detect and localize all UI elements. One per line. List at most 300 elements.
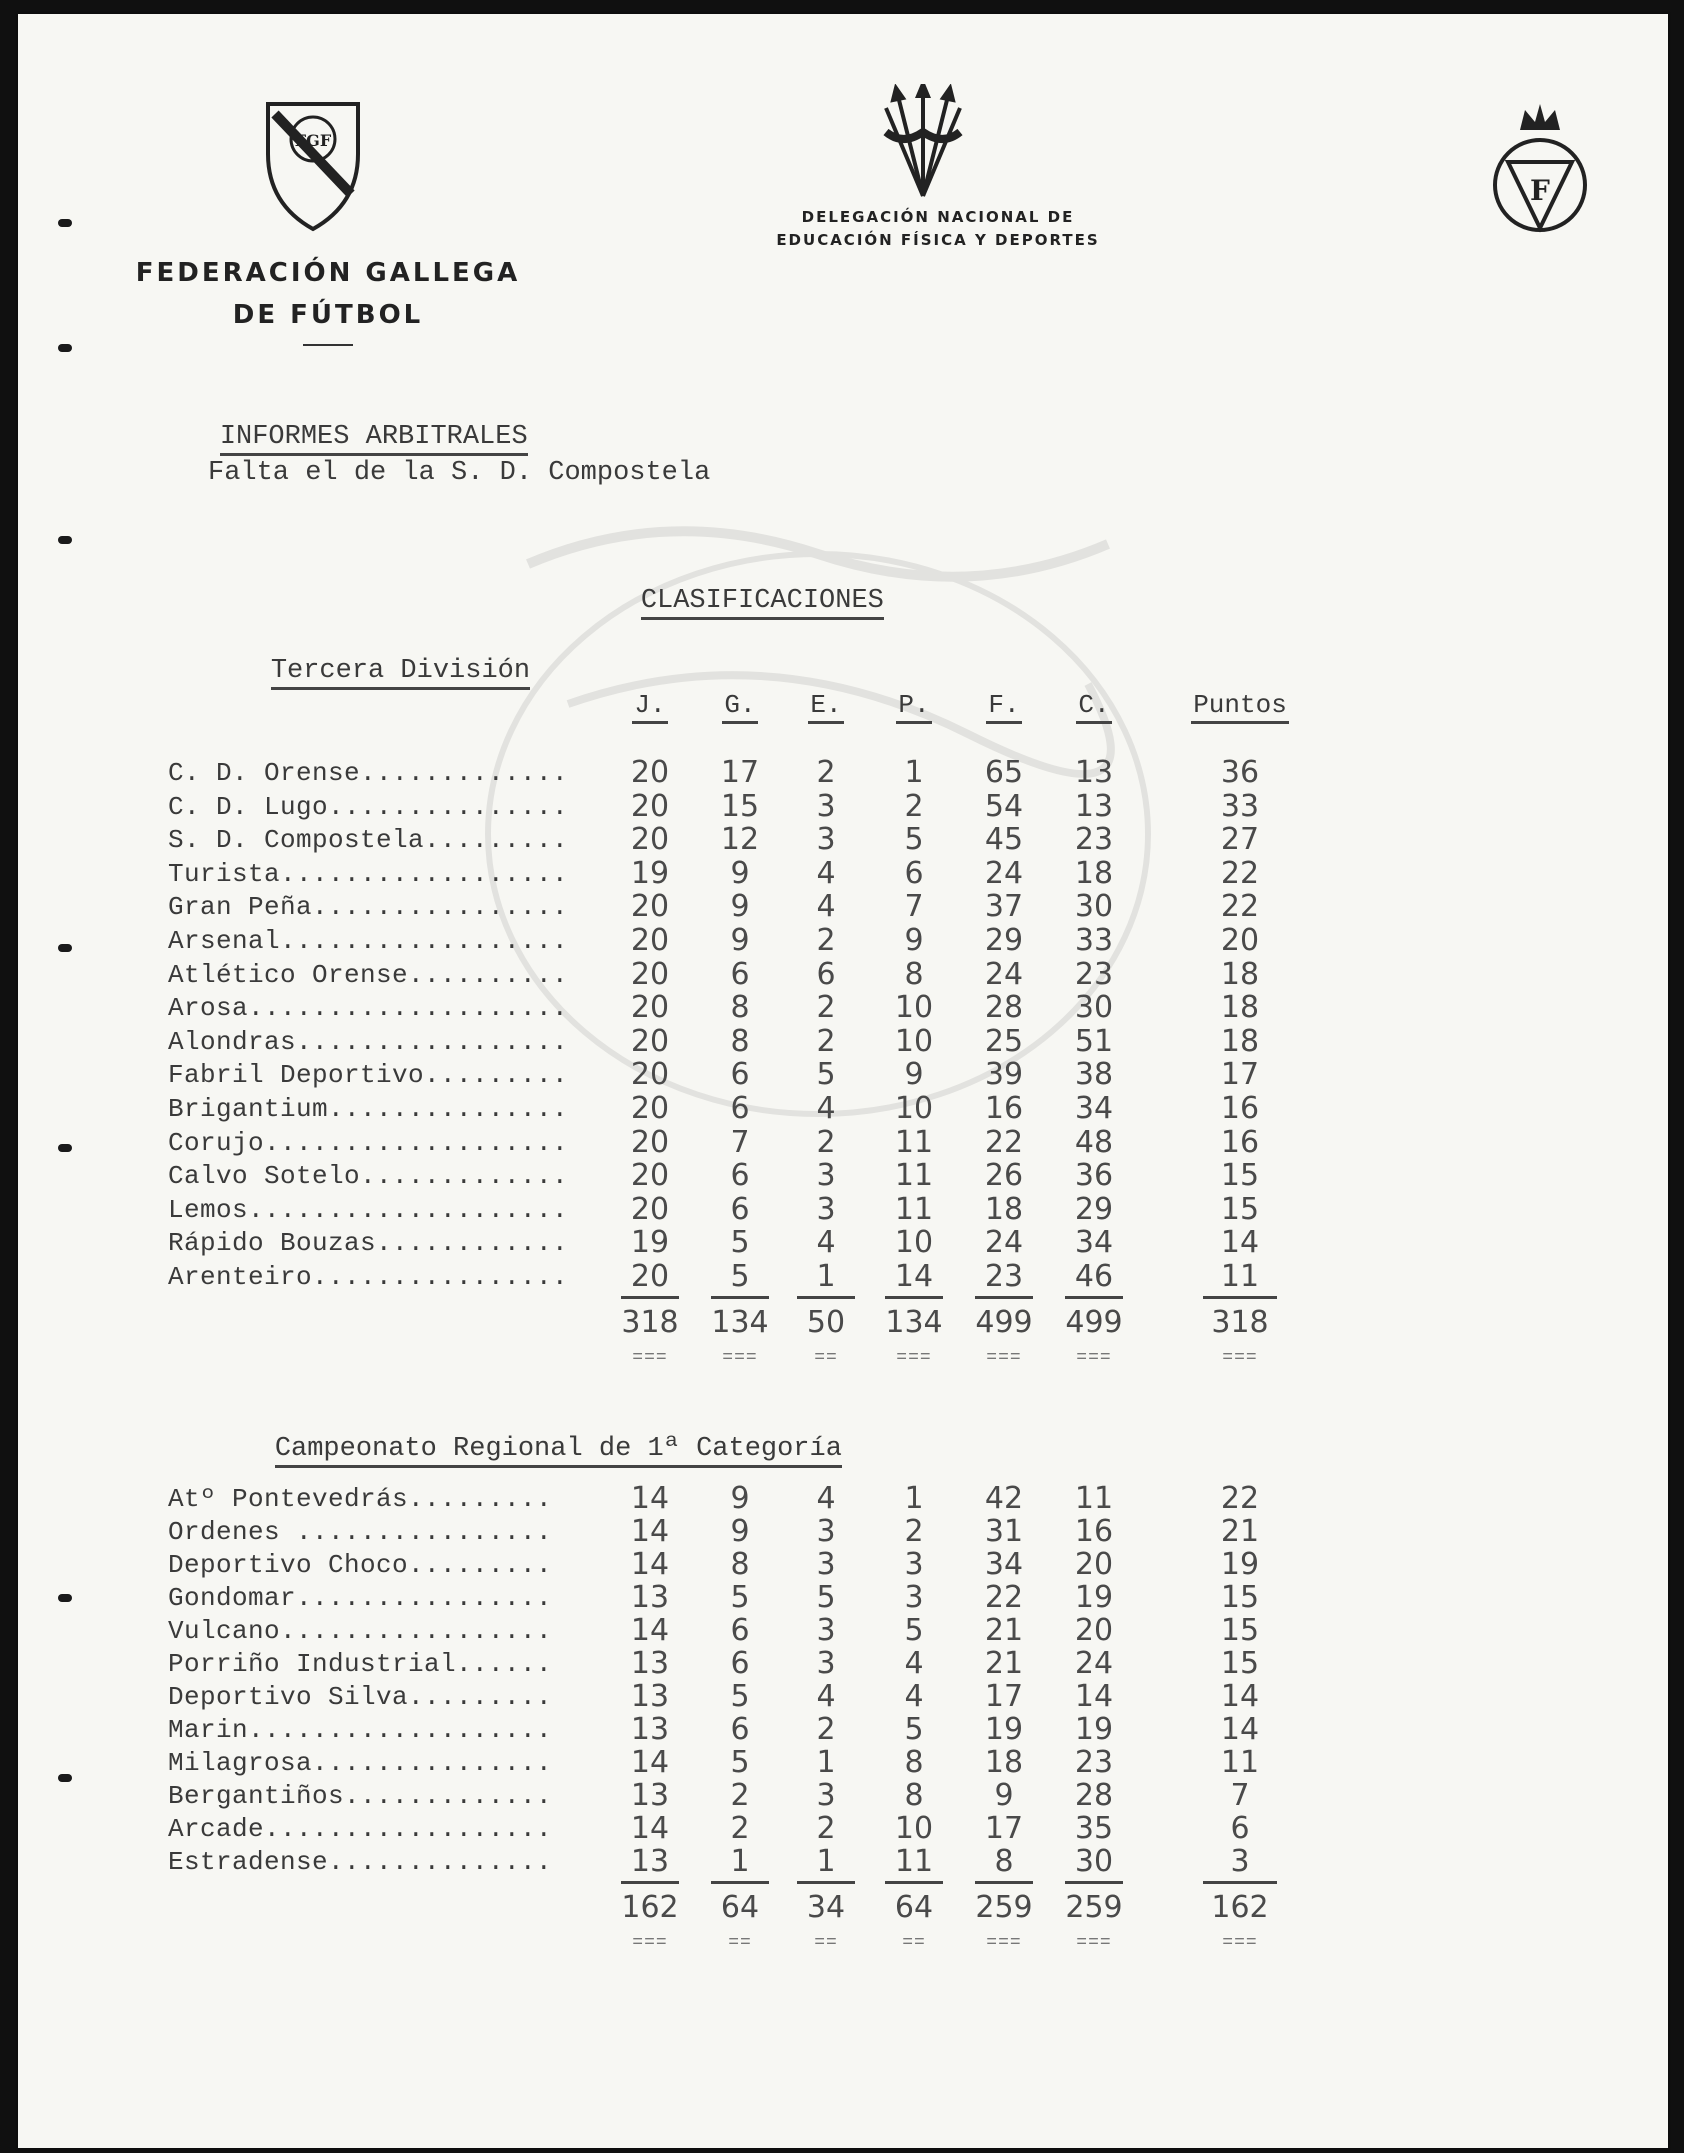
cell-c: 35 (1074, 1811, 1114, 1846)
cell-e: 6 (816, 956, 836, 992)
column-header-p (864, 690, 964, 720)
cell-g: 5 (730, 1580, 750, 1615)
cell-g: 17 (720, 755, 760, 790)
cell-j: 13 (630, 1646, 670, 1681)
cell-c: 48 (1074, 1124, 1114, 1160)
total-rule-j (621, 1881, 679, 1884)
cell-f: 24 (984, 855, 1024, 891)
cell-p: 11 (894, 1158, 934, 1194)
cell-puntos: 36 (1220, 755, 1260, 790)
total-rule-e (797, 1296, 855, 1299)
total-c: 499 (1065, 1305, 1123, 1340)
cell-puntos: 14 (1220, 1225, 1260, 1261)
cell-g: 9 (730, 923, 750, 958)
cell-c: 13 (1074, 755, 1114, 790)
cell-j: 20 (630, 923, 670, 958)
cell-g: 8 (730, 990, 750, 1026)
total-double-rule-g: == (728, 1933, 752, 1953)
cell-e: 2 (816, 1023, 836, 1059)
column-header-e-text: E. (808, 690, 843, 724)
total-double-rule-e: == (814, 1933, 838, 1953)
cell-p: 5 (904, 1712, 924, 1747)
cell-p: 8 (904, 1745, 924, 1780)
cell-f: 17 (984, 1811, 1024, 1846)
cell-e: 2 (816, 923, 836, 958)
crown-crest-icon (1490, 100, 1590, 240)
cell-f: 9 (994, 1778, 1014, 1813)
cell-f: 8 (994, 1844, 1014, 1879)
cell-c: 20 (1074, 1613, 1114, 1648)
cell-e: 3 (816, 1514, 836, 1549)
team-name: Gondomar................ (168, 1583, 553, 1613)
cell-e: 3 (816, 1613, 836, 1648)
team-name: Marin................... (168, 1715, 553, 1745)
total-e: 34 (806, 1890, 846, 1925)
cell-g: 8 (730, 1547, 750, 1582)
cell-g: 12 (720, 822, 760, 858)
svg-text:FGF: FGF (294, 131, 332, 150)
cell-j: 20 (630, 755, 670, 790)
total-p: 64 (894, 1890, 934, 1925)
cell-g: 6 (730, 1191, 750, 1227)
cell-c: 20 (1074, 1547, 1114, 1582)
cell-e: 1 (816, 1745, 836, 1780)
cell-c: 13 (1074, 788, 1114, 824)
cell-j: 19 (630, 855, 670, 891)
cell-f: 28 (984, 990, 1024, 1026)
cell-p: 10 (894, 1091, 934, 1126)
cell-f: 23 (984, 1259, 1024, 1294)
column-header-e (776, 690, 876, 720)
team-name: Estradense.............. (168, 1847, 553, 1877)
cell-c: 19 (1074, 1712, 1114, 1747)
clasificaciones-heading (576, 556, 884, 646)
cell-e: 3 (816, 1547, 836, 1582)
cell-puntos: 11 (1220, 1745, 1260, 1780)
tercera-heading (206, 626, 530, 716)
cell-puntos: 3 (1230, 1844, 1250, 1879)
cell-f: 18 (984, 1191, 1024, 1227)
cell-g: 5 (730, 1679, 750, 1714)
total-f: 259 (975, 1890, 1033, 1925)
total-g: 134 (711, 1305, 769, 1340)
total-p: 134 (885, 1305, 943, 1340)
cell-e: 5 (816, 1057, 836, 1093)
column-header-j (600, 690, 700, 720)
total-double-rule-e: == (814, 1348, 838, 1368)
cell-f: 54 (984, 788, 1024, 824)
cell-c: 30 (1074, 1844, 1114, 1879)
cell-g: 6 (730, 1158, 750, 1194)
cell-puntos: 15 (1220, 1158, 1260, 1194)
team-name: Milagrosa............... (168, 1748, 553, 1778)
cell-g: 7 (730, 1124, 750, 1160)
cell-e: 4 (816, 1225, 836, 1261)
cell-puntos: 22 (1220, 889, 1260, 925)
cell-g: 2 (730, 1778, 750, 1813)
cell-puntos: 22 (1220, 855, 1260, 891)
cell-p: 8 (904, 956, 924, 992)
cell-c: 16 (1074, 1514, 1114, 1549)
cell-p: 10 (894, 1023, 934, 1059)
cell-p: 3 (904, 1580, 924, 1615)
total-puntos: 318 (1211, 1305, 1269, 1340)
cell-f: 25 (984, 1023, 1024, 1059)
cell-g: 6 (730, 1712, 750, 1747)
total-rule-c (1065, 1296, 1123, 1299)
total-rule-puntos (1203, 1881, 1277, 1884)
cell-j: 14 (630, 1547, 670, 1582)
cell-j: 13 (630, 1712, 670, 1747)
cell-c: 29 (1074, 1191, 1114, 1227)
cell-f: 18 (984, 1745, 1024, 1780)
cell-puntos: 18 (1220, 956, 1260, 992)
cell-j: 14 (630, 1514, 670, 1549)
cell-f: 31 (984, 1514, 1024, 1549)
cell-c: 36 (1074, 1158, 1114, 1194)
cell-g: 9 (730, 1514, 750, 1549)
tercera-heading-text: Tercera División (271, 656, 530, 690)
cell-j: 13 (630, 1844, 670, 1879)
cell-e: 3 (816, 1646, 836, 1681)
cell-j: 20 (630, 1057, 670, 1093)
punch-hole (58, 1594, 72, 1602)
cell-j: 13 (630, 1778, 670, 1813)
total-double-rule-puntos: === (1222, 1933, 1258, 1953)
cell-p: 10 (894, 990, 934, 1026)
cell-e: 4 (816, 855, 836, 891)
team-name: Deportivo Silva......... (168, 1682, 553, 1712)
cell-puntos: 14 (1220, 1712, 1260, 1747)
cell-g: 1 (730, 1844, 750, 1879)
cell-puntos: 14 (1220, 1679, 1260, 1714)
informes-note: Falta el de la S. D. Compostela (208, 458, 711, 488)
total-puntos: 162 (1211, 1890, 1269, 1925)
team-name: Ordenes ................ (168, 1517, 553, 1547)
cell-f: 21 (984, 1646, 1024, 1681)
total-rule-e (797, 1881, 855, 1884)
cell-f: 24 (984, 956, 1024, 992)
cell-f: 37 (984, 889, 1024, 925)
cell-p: 6 (904, 855, 924, 891)
cell-e: 4 (816, 889, 836, 925)
cell-p: 2 (904, 788, 924, 824)
team-name: Arenteiro................ (168, 1262, 569, 1292)
letterhead-divider (303, 344, 353, 346)
cell-p: 2 (904, 1514, 924, 1549)
cell-puntos: 27 (1220, 822, 1260, 858)
cell-e: 1 (816, 1259, 836, 1294)
cell-p: 1 (904, 1481, 924, 1516)
cell-puntos: 15 (1220, 1191, 1260, 1227)
cell-puntos: 7 (1230, 1778, 1250, 1813)
cell-e: 2 (816, 1124, 836, 1160)
punch-hole (58, 536, 72, 544)
total-double-rule-g: === (722, 1348, 758, 1368)
cell-e: 2 (816, 990, 836, 1026)
federation-shield-icon (263, 94, 363, 234)
cell-j: 20 (630, 1158, 670, 1194)
column-header-g-text: G. (722, 690, 757, 724)
total-double-rule-c: === (1076, 1348, 1112, 1368)
cell-g: 5 (730, 1225, 750, 1261)
cell-puntos: 22 (1220, 1481, 1260, 1516)
cell-p: 3 (904, 1547, 924, 1582)
column-header-c (1044, 690, 1144, 720)
delegation-line-1: DELEGACIÓN NACIONAL DE (801, 208, 1075, 226)
cell-j: 20 (630, 1124, 670, 1160)
punch-hole (58, 1144, 72, 1152)
cell-g: 9 (730, 1481, 750, 1516)
cell-c: 46 (1074, 1259, 1114, 1294)
total-e: 50 (806, 1305, 846, 1340)
cell-puntos: 18 (1220, 990, 1260, 1026)
team-name: Porriño Industrial...... (168, 1649, 553, 1679)
cell-j: 14 (630, 1481, 670, 1516)
cell-puntos: 15 (1220, 1646, 1260, 1681)
cell-j: 19 (630, 1225, 670, 1261)
cell-j: 20 (630, 822, 670, 858)
cell-j: 20 (630, 1191, 670, 1227)
cell-f: 19 (984, 1712, 1024, 1747)
team-name: C. D. Orense............. (168, 758, 569, 788)
cell-j: 20 (630, 990, 670, 1026)
total-f: 499 (975, 1305, 1033, 1340)
total-g: 64 (720, 1890, 760, 1925)
cell-c: 23 (1074, 1745, 1114, 1780)
team-name: Bergantiños............. (168, 1781, 553, 1811)
punch-hole (58, 1774, 72, 1782)
cell-j: 13 (630, 1679, 670, 1714)
cell-e: 4 (816, 1481, 836, 1516)
cell-e: 3 (816, 1191, 836, 1227)
cell-puntos: 15 (1220, 1613, 1260, 1648)
total-rule-p (885, 1296, 943, 1299)
svg-text:F: F (1530, 174, 1550, 207)
cell-g: 6 (730, 1646, 750, 1681)
team-name: Atº Pontevedrás......... (168, 1484, 553, 1514)
column-header-f (954, 690, 1054, 720)
cell-f: 34 (984, 1547, 1024, 1582)
cell-p: 10 (894, 1225, 934, 1261)
cell-g: 6 (730, 1613, 750, 1648)
cell-c: 24 (1074, 1646, 1114, 1681)
total-double-rule-c: === (1076, 1933, 1112, 1953)
cell-p: 8 (904, 1778, 924, 1813)
cell-c: 34 (1074, 1225, 1114, 1261)
cell-g: 5 (730, 1745, 750, 1780)
cell-puntos: 33 (1220, 788, 1260, 824)
cell-j: 13 (630, 1580, 670, 1615)
team-name: Gran Peña................ (168, 892, 569, 923)
column-header-g (690, 690, 790, 720)
cell-f: 21 (984, 1613, 1024, 1648)
cell-p: 14 (894, 1259, 934, 1294)
document-page (18, 14, 1668, 2148)
team-name: Fabril Deportivo......... (168, 1060, 569, 1091)
team-name: Corujo................... (168, 1127, 569, 1158)
cell-f: 24 (984, 1225, 1024, 1261)
cell-p: 11 (894, 1844, 934, 1879)
cell-j: 20 (630, 788, 670, 824)
team-name: Alondras................. (168, 1026, 569, 1057)
column-header-j-text: J. (632, 690, 667, 724)
team-name: S. D. Compostela......... (168, 825, 569, 856)
cell-p: 7 (904, 889, 924, 925)
cell-puntos: 18 (1220, 1023, 1260, 1059)
team-name: Rápido Bouzas............ (168, 1228, 569, 1259)
team-name: Deportivo Choco......... (168, 1550, 553, 1580)
cell-puntos: 6 (1230, 1811, 1250, 1846)
total-double-rule-f: === (986, 1348, 1022, 1368)
cell-puntos: 19 (1220, 1547, 1260, 1582)
cell-p: 10 (894, 1811, 934, 1846)
cell-g: 5 (730, 1259, 750, 1294)
cell-c: 11 (1074, 1481, 1114, 1516)
clasificaciones-heading-text: CLASIFICACIONES (641, 586, 884, 620)
cell-puntos: 17 (1220, 1057, 1260, 1093)
cell-c: 30 (1074, 889, 1114, 925)
cell-c: 23 (1074, 822, 1114, 858)
cell-f: 65 (984, 755, 1024, 790)
cell-p: 11 (894, 1124, 934, 1160)
total-j: 162 (621, 1890, 679, 1925)
team-name: C. D. Lugo............... (168, 791, 569, 822)
total-rule-f (975, 1881, 1033, 1884)
cell-f: 22 (984, 1124, 1024, 1160)
team-name: Calvo Sotelo............. (168, 1161, 569, 1192)
total-rule-p (885, 1881, 943, 1884)
delegation-line-2: EDUCACIÓN FÍSICA Y DEPORTES (776, 231, 1100, 249)
team-name: Arosa.................... (168, 993, 569, 1024)
cell-p: 9 (904, 1057, 924, 1093)
team-name: Arsenal.................. (168, 926, 569, 956)
cell-c: 38 (1074, 1057, 1114, 1093)
cell-e: 3 (816, 822, 836, 858)
cell-f: 17 (984, 1679, 1024, 1714)
cell-f: 16 (984, 1091, 1024, 1126)
cell-c: 14 (1074, 1679, 1114, 1714)
cell-p: 11 (894, 1191, 934, 1227)
cell-p: 5 (904, 822, 924, 858)
cell-puntos: 15 (1220, 1580, 1260, 1615)
cell-e: 3 (816, 1158, 836, 1194)
total-j: 318 (621, 1305, 679, 1340)
total-double-rule-p: == (902, 1933, 926, 1953)
informes-heading-text: INFORMES ARBITRALES (220, 422, 528, 456)
punch-hole (58, 944, 72, 952)
cell-j: 20 (630, 1259, 670, 1294)
cell-g: 6 (730, 1091, 750, 1126)
cell-f: 42 (984, 1481, 1024, 1516)
cell-j: 14 (630, 1745, 670, 1780)
cell-c: 19 (1074, 1580, 1114, 1615)
cell-c: 51 (1074, 1023, 1114, 1059)
cell-e: 1 (816, 1844, 836, 1879)
total-double-rule-puntos: === (1222, 1348, 1258, 1368)
cell-e: 2 (816, 755, 836, 790)
cell-e: 3 (816, 1778, 836, 1813)
team-name: Atlético Orense.......... (168, 959, 569, 990)
cell-f: 45 (984, 822, 1024, 858)
column-header-puntos-text: Puntos (1191, 690, 1289, 724)
total-rule-puntos (1203, 1296, 1277, 1299)
regional-heading-text: Campeonato Regional de 1ª Categoría (275, 1434, 842, 1468)
total-double-rule-f: === (986, 1933, 1022, 1953)
cell-c: 23 (1074, 956, 1114, 992)
cell-e: 2 (816, 1811, 836, 1846)
cell-c: 18 (1074, 855, 1114, 891)
cell-p: 5 (904, 1613, 924, 1648)
cell-puntos: 20 (1220, 923, 1260, 958)
letterhead-delegation (738, 206, 1138, 252)
column-header-p-text: P. (896, 690, 931, 724)
team-name: Lemos.................... (168, 1194, 569, 1225)
cell-f: 39 (984, 1057, 1024, 1093)
cell-j: 20 (630, 889, 670, 925)
cell-p: 4 (904, 1646, 924, 1681)
cell-p: 4 (904, 1679, 924, 1714)
column-header-puntos (1190, 690, 1290, 720)
cell-e: 3 (816, 788, 836, 824)
cell-c: 34 (1074, 1091, 1114, 1126)
team-name: Turista.................. (168, 858, 569, 889)
org-line-1: FEDERACIÓN GALLEGA (135, 258, 521, 288)
cell-p: 1 (904, 755, 924, 790)
total-double-rule-j: === (632, 1933, 668, 1953)
cell-j: 14 (630, 1811, 670, 1846)
cell-f: 29 (984, 923, 1024, 958)
total-rule-f (975, 1296, 1033, 1299)
total-rule-c (1065, 1881, 1123, 1884)
cell-g: 6 (730, 956, 750, 992)
total-rule-g (711, 1881, 769, 1884)
cell-j: 20 (630, 1023, 670, 1059)
cell-j: 14 (630, 1613, 670, 1648)
letterhead-organization (108, 252, 548, 336)
cell-c: 28 (1074, 1778, 1114, 1813)
cell-c: 30 (1074, 990, 1114, 1026)
cell-g: 2 (730, 1811, 750, 1846)
org-line-2: DE FÚTBOL (232, 300, 424, 330)
cell-f: 22 (984, 1580, 1024, 1615)
cell-f: 26 (984, 1158, 1024, 1194)
cell-j: 20 (630, 1091, 670, 1126)
cell-g: 9 (730, 889, 750, 925)
team-name: Brigantium............... (168, 1094, 569, 1124)
cell-e: 5 (816, 1580, 836, 1615)
punch-hole (58, 219, 72, 227)
cell-puntos: 16 (1220, 1091, 1260, 1126)
team-name: Arcade.................. (168, 1814, 553, 1844)
cell-g: 8 (730, 1023, 750, 1059)
cell-puntos: 11 (1220, 1259, 1260, 1294)
column-header-f-text: F. (986, 690, 1021, 724)
total-c: 259 (1065, 1890, 1123, 1925)
cell-p: 9 (904, 923, 924, 958)
total-double-rule-p: === (896, 1348, 932, 1368)
cell-e: 4 (816, 1679, 836, 1714)
yoke-arrows-emblem-icon (878, 84, 968, 199)
column-header-c-text: C. (1076, 690, 1111, 724)
cell-g: 9 (730, 855, 750, 891)
total-double-rule-j: === (632, 1348, 668, 1368)
team-name: Vulcano................. (168, 1616, 553, 1646)
cell-c: 33 (1074, 923, 1114, 958)
punch-hole (58, 344, 72, 352)
cell-g: 15 (720, 788, 760, 824)
cell-g: 6 (730, 1057, 750, 1093)
